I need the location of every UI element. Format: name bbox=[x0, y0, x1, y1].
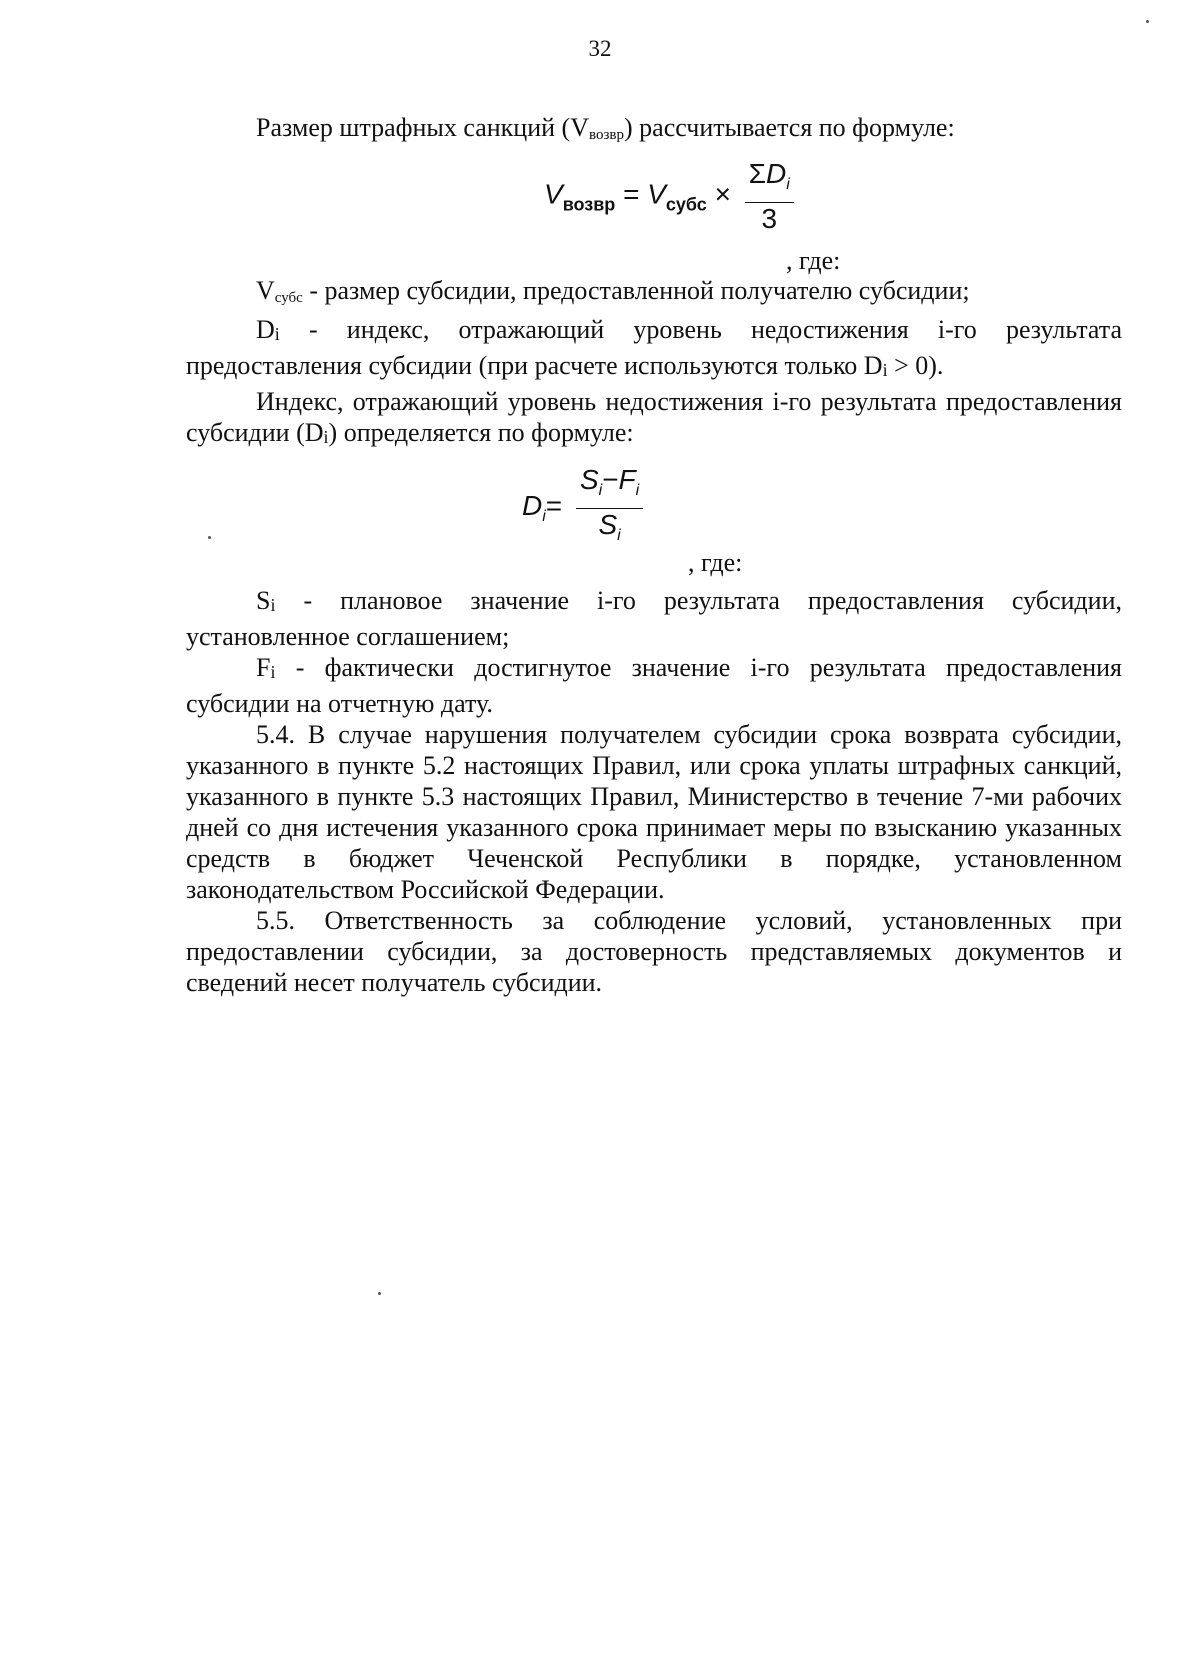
formula-index-where: , где: bbox=[688, 548, 743, 577]
formula-index-expression: $D_i=$ $\frac{S_i-F_i}{S_i}$ bbox=[522, 463, 643, 552]
paragraph-index: Индекс, отражающий уровень недостижения i-го результата предоставления субсидии (Di) определяется по формуле: bbox=[186, 387, 1122, 447]
document-body bbox=[186, 112, 1122, 998]
paragraph-fi: Fi - фактически достигнутое значение i-го результата предоставления субсидии на отчетную дату. bbox=[186, 653, 1122, 718]
formula-penalty-fraction: $\frac{\Sigma D_i}{3}$ bbox=[745, 157, 794, 235]
paragraph-intro: Размер штрафных санкций $(V_{возвр})$ рассчитывается по формуле: bbox=[256, 113, 955, 143]
formula-index bbox=[186, 453, 1122, 577]
paragraph-di: Di - индекс, отражающий уровень недостижения i-го результата предоставления субсидии (при расчете используются только Di > 0). bbox=[186, 315, 1122, 380]
paragraph-si: Si - плановое значение i-го результата предоставления субсидии, установленное соглашением; bbox=[186, 586, 1122, 651]
scan-speck bbox=[208, 536, 211, 539]
paragraph-5-5: 5.5. Ответственность за соблюдение условий, установленных при предоставлении субсидии, за достоверность представляемых документов и сведений несет получатель субсидии. bbox=[186, 906, 1122, 997]
page-number: 32 bbox=[588, 36, 612, 61]
formula-index-fraction: $\frac{S_i-F_i}{S_i}$ bbox=[576, 463, 643, 552]
formula-penalty bbox=[186, 151, 1122, 275]
formula-penalty-where: , где: bbox=[786, 246, 841, 275]
formula-penalty-expression: $V_{возвр} = V_{субс}$ × $\frac{\Sigma D_i}{3}$ bbox=[544, 157, 794, 235]
paragraph-5-4: 5.4. В случае нарушения получателем субсидии срока возврата субсидии, указанного в пункте 5.2 настоящих Правил, или срока уплаты штрафных санкций, указанного в пункте 5.3 настоящих Правил, Министерство в течение 7-ми рабочих дней со дня истечения указанного срока принимает меры по взысканию указанных средств в бюджет Чеченской Республики в порядке, установленном законодательством Российской Федерации. bbox=[186, 720, 1122, 904]
paragraph-v-subsidy: $V_{субс}$ - размер субсидии, предоставленной получателю субсидии; bbox=[256, 276, 970, 306]
scan-speck bbox=[1146, 20, 1149, 23]
scan-speck bbox=[378, 1292, 381, 1295]
